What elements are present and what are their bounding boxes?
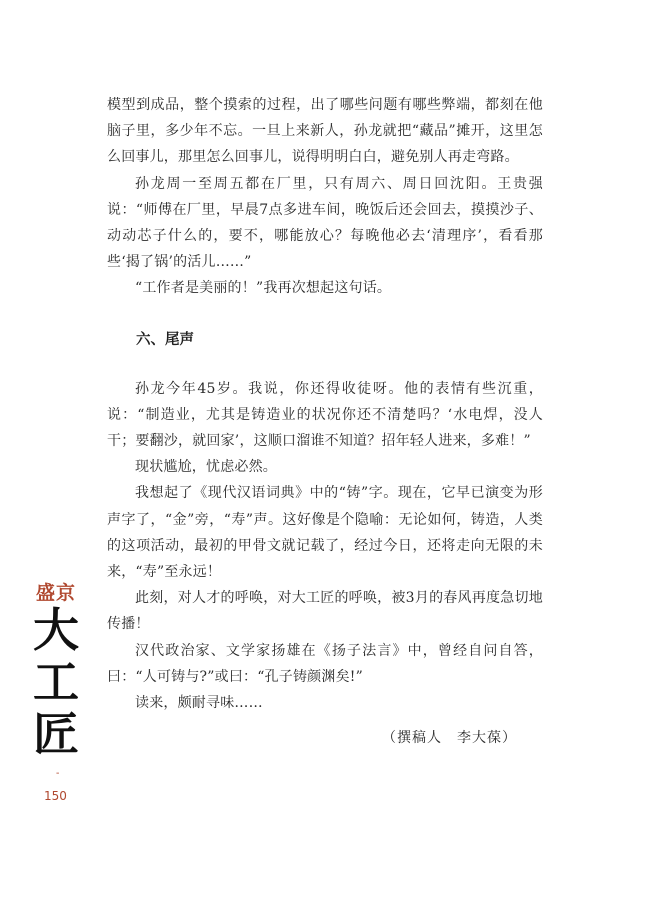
book-title-char-2: 工 xyxy=(33,655,79,709)
paragraph-2: 孙龙周一至周五都在厂里，只有周六、周日回沈阳。王贵强说：“师傅在厂里，早晨7点多进车间，晚饭后还会回去，摸摸沙子、动动芯子什么的，要不，哪能放心？每晚他必去‘清理序’，看看那些‘揭了锅’的活儿……” xyxy=(107,175,543,271)
article-body xyxy=(107,92,543,716)
author-signature: （撰稿人 李大葆） xyxy=(382,730,517,746)
book-title-char-1: 大 xyxy=(33,603,79,657)
page-number-dash: - xyxy=(56,768,60,779)
paragraph-9: 读来，颇耐寻味…… xyxy=(135,695,263,712)
paragraph-6: 我想起了《现代汉语词典》中的“铸”字。现在，它早已演变为形声字了，“金”旁，“寿”声。这好像是个隐喻：无论如何，铸造，人类的这项活动，最初的甲骨文就记载了，经过今日，还将走向无限的未来，“寿”至永远！ xyxy=(107,485,543,581)
book-title-char-3: 匠 xyxy=(33,707,79,761)
page-number: 150 xyxy=(44,789,67,803)
paragraph-4: 孙龙今年45岁。我说，你还得收徒呀。他的表情有些沉重，说：“制造业，尤其是铸造业的状况你还不清楚吗？‘水电焊，没人干；要翻沙，就回家’，这顺口溜谁不知道？招年轻人进来，多难！” xyxy=(107,380,543,450)
paragraph-1: 模型到成品，整个摸索的过程，出了哪些问题有哪些弊端，都刻在他脑子里，多少年不忘。一旦上来新人，孙龙就把“藏品”摊开，这里怎么回事儿，那里怎么回事儿，说得明明白白，避免别人再走弯路。 xyxy=(107,97,543,166)
section-heading: 六、尾声 xyxy=(136,331,194,348)
paragraph-5: 现状尴尬，忧虑必然。 xyxy=(135,459,277,476)
paragraph-7: 此刻，对人才的呼唤，对大工匠的呼唤，被3月的春风再度急切地传播！ xyxy=(107,590,543,633)
book-title-small: 盛京 xyxy=(35,582,76,604)
paragraph-8: 汉代政治家、文学家扬雄在《扬子法言》中，曾经自问自答，曰：“人可铸与?”或曰：“孔子铸颜渊矣!” xyxy=(107,642,543,685)
book-title-mark xyxy=(26,582,86,760)
paragraph-3: “工作者是美丽的！”我再次想起这句话。 xyxy=(135,280,392,297)
